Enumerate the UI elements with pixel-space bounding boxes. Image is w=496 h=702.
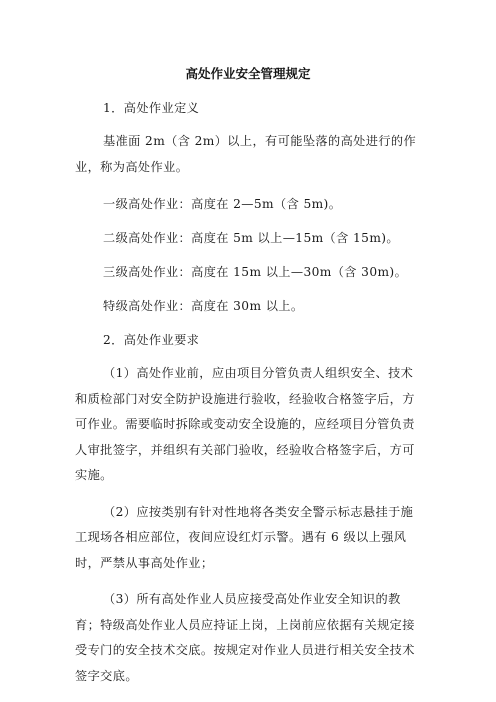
section-heading-requirements: 2．高处作业要求 <box>103 333 200 347</box>
document-title: 高处作业安全管理规定 <box>185 66 311 81</box>
level-item: 一级高处作业：高度在 2—5m（含 5m)。 <box>103 197 342 211</box>
definition-paragraph: 基准面 2m（含 2m）以上，有可能坠落的高处进行的作业，称为高处作业。 <box>75 134 417 174</box>
requirement-paragraph: （1）高处作业前，应由项目分管负责人组织安全、技术和质检部门对安全防护设施进行验收，经验收合格签字后，方可作业。需要临时拆除或变动安全设施的，应经项目分管负责人审批签字，并组织有关部门验收，经验收合格签字后，方可实施。 <box>75 366 415 482</box>
level-item: 二级高处作业：高度在 5m 以上—15m（含 15m)。 <box>103 231 400 245</box>
level-item: 特级高处作业：高度在 30m 以上。 <box>103 299 304 313</box>
requirement-paragraph: （2）应按类别有针对性地将各类安全警示标志悬挂于施工现场各相应部位，夜间应设红灯示警。遇有 6 级以上强风时，严禁从事高处作业； <box>75 504 414 570</box>
section-heading-definition: 1．高处作业定义 <box>103 101 200 115</box>
level-item: 三级高处作业：高度在 15m 以上—30m（含 30m)。 <box>103 265 408 279</box>
requirement-paragraph: （3）所有高处作业人员应接受高处作业安全知识的教育；特级高处作业人员应持证上岗，上岗前应依据有关规定接受专门的安全技术交底。按规定对作业人员进行相关安全技术签字交底。 <box>75 592 415 683</box>
